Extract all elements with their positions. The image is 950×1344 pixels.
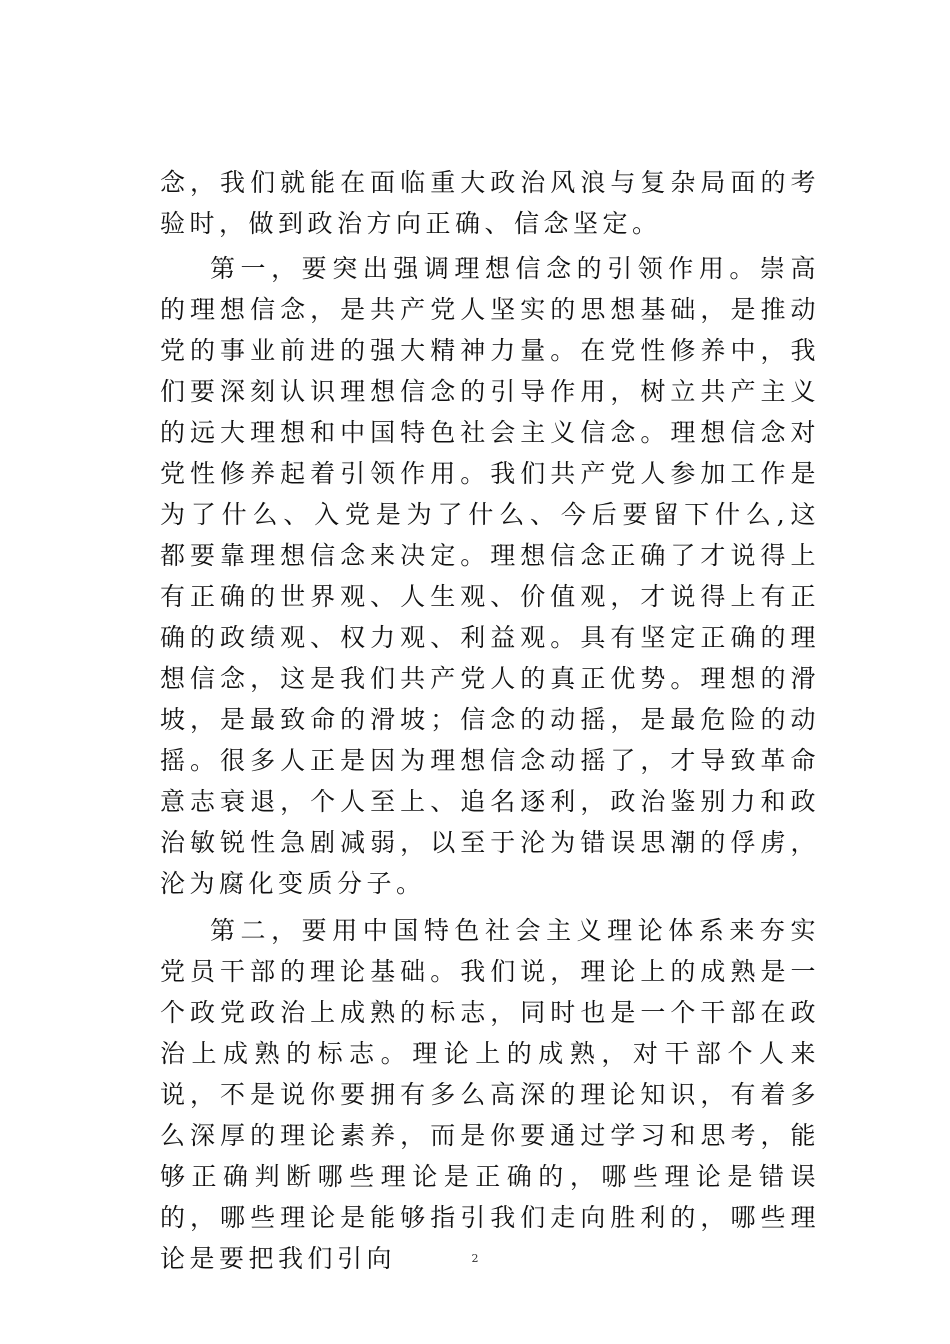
paragraph-first-point: 第一，要突出强调理想信念的引领作用。崇高的理想信念，是共产党人坚实的思想基础，是推动党的事业前进的强大精神力量。在党性修养中，我们要深刻认识理想信念的引导作用，树立共产主义的远大理想和中国特色社会主义信念。理想信念对党性修养起着引领作用。我们共产党人参加工作是为了什么、入党是为了什么、今后要留下什么,这都要靠理想信念来决定。理想信念正确了才说得上有正确的世界观、人生观、价值观，才说得上有正确的政绩观、权力观、利益观。具有坚定正确的理想信念，这是我们共产党人的真正优势。理想的滑坡，是最致命的滑坡；信念的动摇，是最危险的动摇。很多人正是因为理想信念动摇了，才导致革命意志衰退，个人至上、追名逐利，政治鉴别力和政治敏锐性急剧减弱，以至于沦为错误思潮的俘虏，沦为腐化变质分子。	[160, 254, 820, 898]
paragraph-second-point: 第二，要用中国特色社会主义理论体系来夯实党员干部的理论基础。我们说，理论上的成熟是一个政党政治上成熟的标志，同时也是一个干部在政治上成熟的标志。理论上的成熟，对干部个人来说，不是说你要拥有多么高深的理论知识，有着多么深厚的理论素养，而是你要通过学习和思考，能够正确判断哪些理论是正确的，哪些理论是错误的，哪些理论是能够指引我们走向胜利的，哪些理论是要把我们引向	[160, 916, 820, 1273]
paragraph-continued: 念，我们就能在面临重大政治风浪与复杂局面的考验时，做到政治方向正确、信念坚定。	[160, 168, 820, 238]
page-number: 2	[471, 1252, 479, 1265]
body-text	[160, 162, 820, 1285]
